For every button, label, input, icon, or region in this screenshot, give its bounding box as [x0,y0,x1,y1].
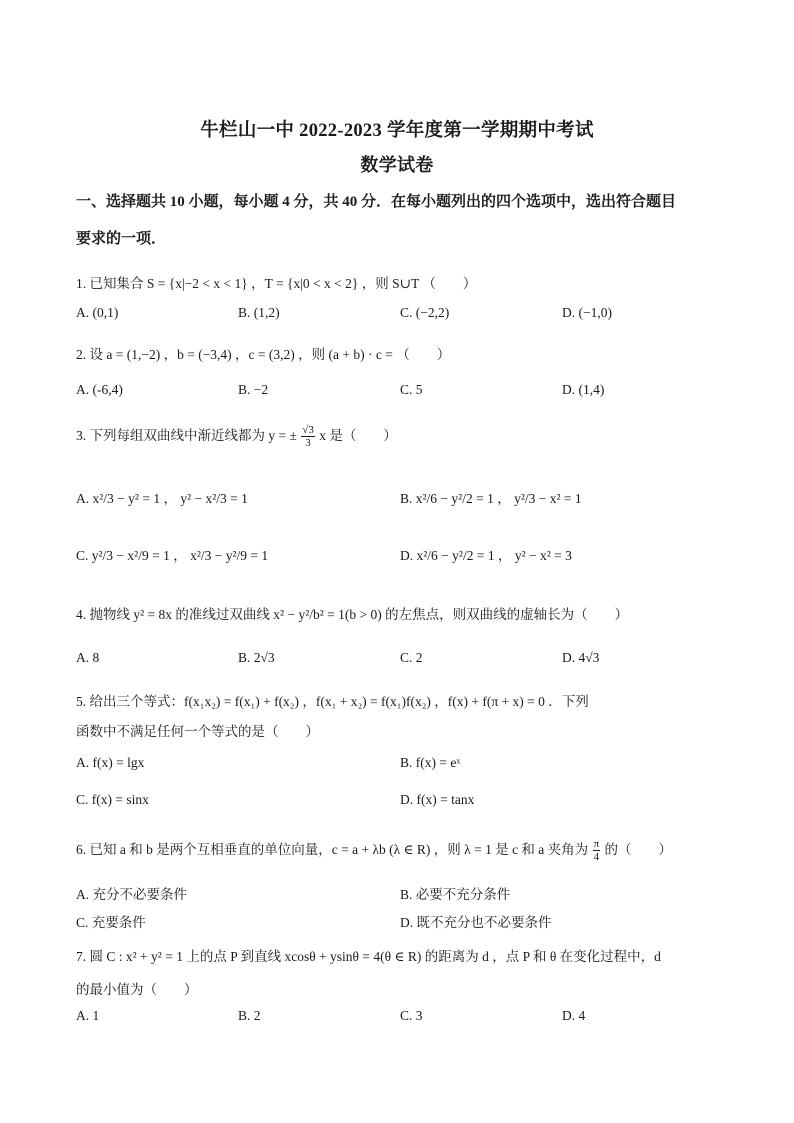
q6-option-d: D. 既不充分也不必要条件 [400,915,552,930]
q6-option-c: C. 充要条件 [76,915,146,930]
question-6 [76,838,726,863]
q4-option-a: A. 8 [76,650,100,665]
exam-title: 牛栏山一中 2022-2023 学年度第一学期期中考试 [200,121,594,141]
asymptote-slope-fraction [301,424,315,449]
q2-option-a: A. (-6,4) [76,382,123,397]
question-stem-suffix: 的（ ） [604,842,672,857]
q1-option-d: D. (−1,0) [562,305,612,320]
question-number: 6. [76,842,87,857]
question-stem-prefix: 已知 a 和 b 是两个互相垂直的单位向量，c = a + λb (λ ∈ R) ，则 λ = 1 是 c 和 a 夹角为 [89,842,589,857]
q5-option-b: B. f(x) = eˣ [400,755,461,770]
q7-option-b: B. 2 [238,1008,261,1023]
question-stem-suffix: x 是（ ） [319,428,397,443]
question-stem: 已知集合 S = {x|−2 < x < 1} ，T = {x|0 < x < 2} ，则 S∪T （ ） [89,276,477,291]
q5-option-c: C. f(x) = sinx [76,792,149,807]
q1-option-c: C. (−2,2) [400,305,450,320]
exam-subtitle: 数学试卷 [360,155,434,175]
q3-option-d: D. x²/6 − y²/2 = 1 ， y² − x² = 3 [400,548,572,563]
question-stem: 圆 C : x² + y² = 1 上的点 P 到直线 xcosθ + ysinθ = 4(θ ∈ R) 的距离为 d ，点 P 和 θ 在变化过程中，d [89,949,661,964]
question-7 [76,945,726,965]
q7-option-d: D. 4 [562,1008,586,1023]
question-stem: 设 a = (1,−2) ，b = (−3,4) ，c = (3,2) ，则 (a + b) · c = （ ） [89,347,451,362]
q3-option-c: C. y²/3 − x²/9 = 1 ， x²/3 − y²/9 = 1 [76,548,269,563]
fraction-denominator: 3 [305,437,311,450]
question-7-line2: 的最小值为（ ） [76,982,198,997]
q2-option-d: D. (1,4) [562,382,605,397]
question-stem: 给出三个等式：f(x₁x₂) = f(x₁) + f(x₂) ，f(x₁ + x₂) = f(x₁)f(x₂) ，f(x) + f(π + x) = 0 ．下列 [89,694,589,709]
q6-option-b: B. 必要不充分条件 [400,887,511,902]
q7-option-a: A. 1 [76,1008,100,1023]
q1-option-a: A. (0,1) [76,305,119,320]
fraction-denominator: 4 [593,851,600,864]
q2-option-c: C. 5 [400,382,423,397]
question-2 [76,343,726,363]
question-number: 5. [76,694,87,709]
q7-option-c: C. 3 [400,1008,423,1023]
section-heading-line1: 一、选择题共 10 小题，每小题 4 分，共 40 分．在每小题列出的四个选项中，选出符合题目 [76,194,677,210]
q2-option-b: B. −2 [238,382,269,397]
q4-option-c: C. 2 [400,650,423,665]
question-number: 7. [76,949,87,964]
question-3 [76,424,726,449]
q4-option-b: B. 2√3 [238,650,275,665]
q3-option-a: A. x²/3 − y² = 1 ， y² − x²/3 = 1 [76,491,248,506]
question-stem: 抛物线 y² = 8x 的准线过双曲线 x² − y²/b² = 1(b > 0) 的左焦点，则双曲线的虚轴长为（ ） [89,607,629,622]
question-4 [76,603,726,623]
q5-option-d: D. f(x) = tanx [400,792,475,807]
question-number: 1. [76,276,87,291]
question-5 [76,690,726,710]
angle-fraction [593,838,601,863]
question-1 [76,272,726,292]
question-number: 2. [76,347,87,362]
q5-option-a: A. f(x) = lgx [76,755,145,770]
q4-option-d: D. 4√3 [562,650,600,665]
fraction-numerator: √3 [302,424,314,437]
section-heading-line2: 要求的一项． [76,231,167,247]
question-5-line2: 函数中不满足任何一个等式的是（ ） [76,724,319,739]
q3-option-b: B. x²/6 − y²/2 = 1 ， y²/3 − x² = 1 [400,491,582,506]
question-number: 4. [76,607,87,622]
fraction-numerator: π [593,838,600,851]
q6-option-a: A. 充分不必要条件 [76,887,187,902]
question-stem-prefix: 下列每组双曲线中渐近线都为 y = ± [89,428,297,443]
question-number: 3. [76,428,87,443]
q1-option-b: B. (1,2) [238,305,280,320]
